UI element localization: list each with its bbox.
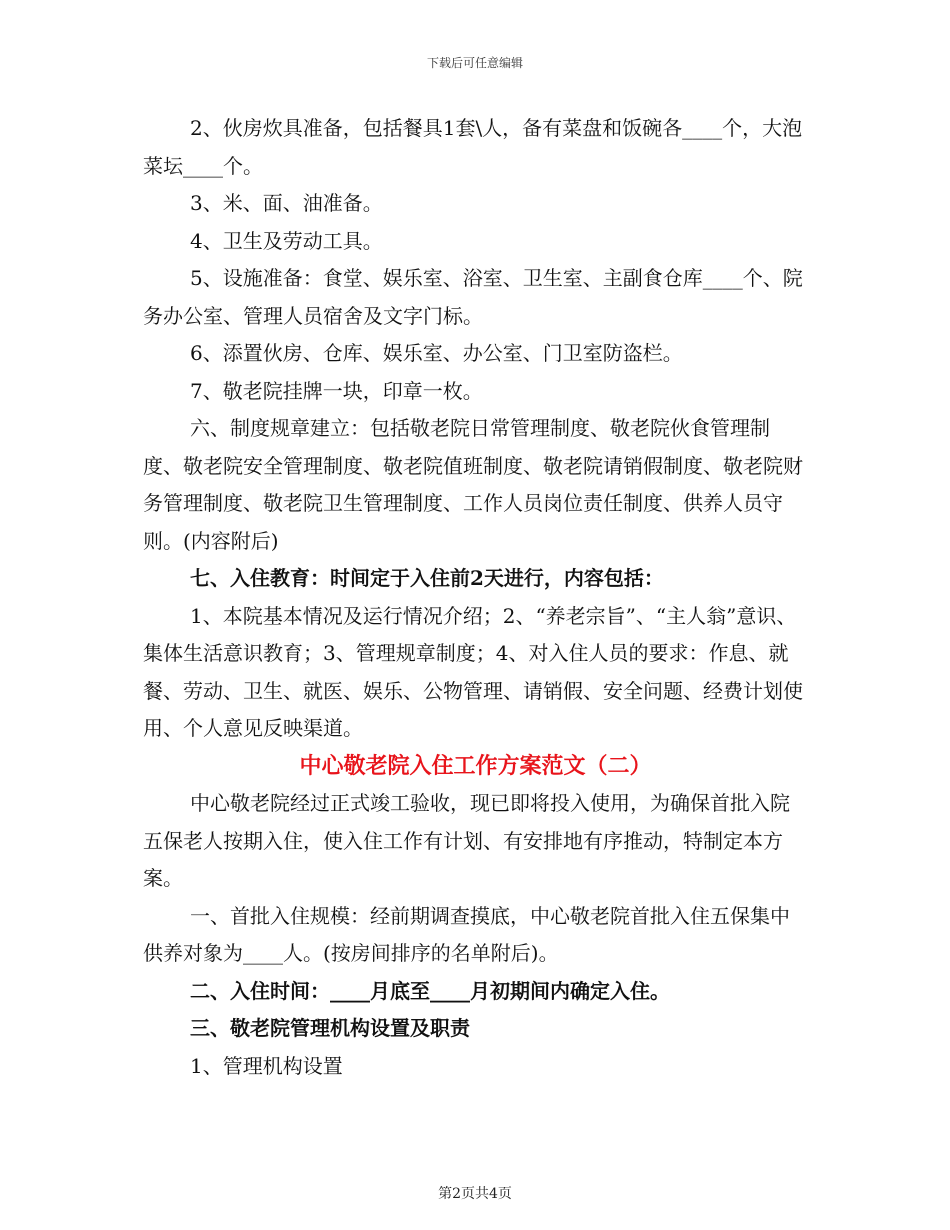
page-footer: 第2页共4页 [438,1186,512,1202]
paragraph: 1、管理机构设置 [190,1053,343,1078]
paragraph-heading: 二、入住时间：____月底至____月初期间内确定入住。 [190,978,670,1003]
section-title: 中心敬老院入住工作方案范文（二） [299,752,652,779]
paragraph-heading: 七、入住教育：时间定于入住前2天进行，内容包括： [190,566,664,590]
paragraph-heading: 三、敬老院管理机构设置及职责 [190,1016,470,1040]
paragraph: 1、本院基本情况及运行情况介绍；2、“养老宗旨”、“主人翁”意识、集体生活意识教育；3、管理规章制度；4、对入住人员的要求：作息、就餐、劳动、卫生、就医、娱乐、公物管理、请销假、安全问题、经费计划使用、个人意见反映渠道。 [143,603,803,740]
paragraph: 中心敬老院经过正式竣工验收，现已即将投入使用，为确保首批入院五保老人按期入住，使入住工作有计划、有安排地有序推动，特制定本方案。 [143,791,790,890]
paragraph: 2、伙房炊具准备，包括餐具1套\人，备有菜盘和饭碗各____个，大泡菜坛____个。 [143,116,803,178]
paragraph: 5、设施准备：食堂、娱乐室、浴室、卫生室、主副食仓库____个、院务办公室、管理人员宿舍及文字门标。 [143,266,803,328]
paragraph: 7、敬老院挂牌一块，印章一枚。 [190,378,483,403]
paragraph: 6、添置伙房、仓库、娱乐室、办公室、门卫室防盗栏。 [190,341,683,365]
paragraph: 六、制度规章建立：包括敬老院日常管理制度、敬老院伙食管理制度、敬老院安全管理制度、敬老院值班制度、敬老院请销假制度、敬老院财务管理制度、敬老院卫生管理制度、工作人员岗位责任制度、供养人员守则。(内容附后) [143,416,803,553]
paragraph: 4、卫生及劳动工具。 [190,228,383,253]
document-body [143,110,808,1085]
paragraph: 一、首批入住规模：经前期调查摸底，中心敬老院首批入住五保集中供养对象为____人。(按房间排序的名单附后)。 [143,903,790,965]
paragraph: 3、米、面、油准备。 [190,191,383,215]
page-header: 下载后可任意编辑 [426,56,523,70]
